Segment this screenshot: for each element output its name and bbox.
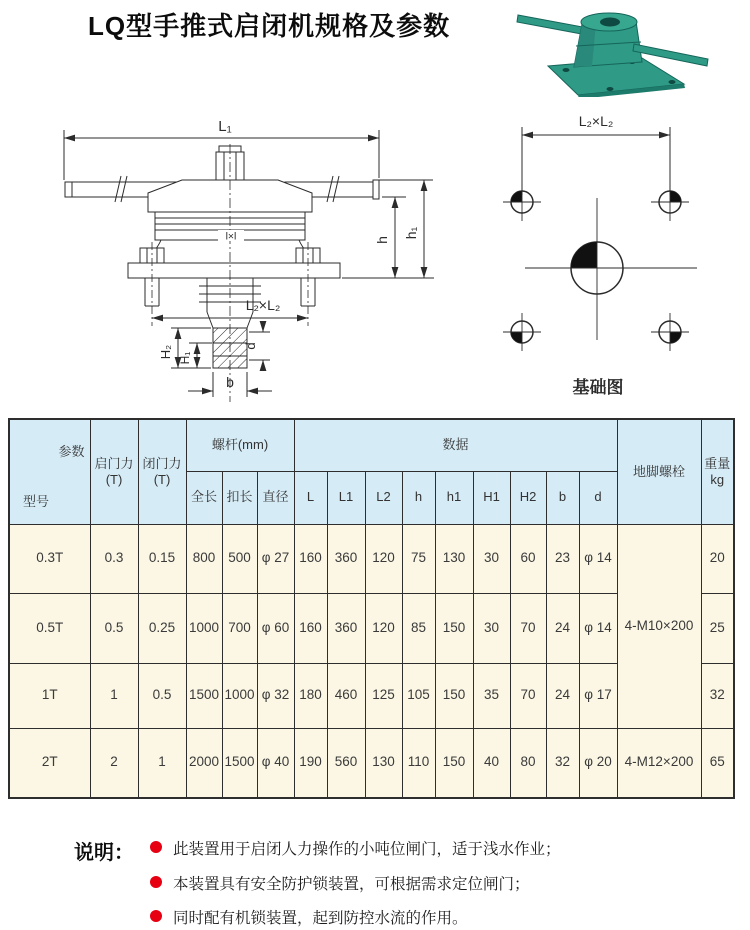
cell-model: 2T: [9, 728, 90, 798]
cell-close: 1: [138, 728, 186, 798]
cell-L1: 560: [327, 728, 365, 798]
col-header-h1: h1: [435, 471, 473, 524]
close-force-unit: (T): [153, 471, 171, 487]
col-header-L1: L1: [327, 471, 365, 524]
bullet-icon: [150, 876, 162, 888]
note-item: [150, 837, 561, 859]
col-header-L: L: [294, 471, 327, 524]
cell-d: φ 14: [579, 524, 617, 593]
machine-outline: [65, 146, 379, 368]
cell-L: 160: [294, 593, 327, 663]
notes-section: [0, 828, 750, 928]
note-text: 此装置用于启闭人力操作的小吨位闸门，适于浅水作业；: [173, 841, 561, 858]
cell-h: 85: [402, 593, 435, 663]
handle-rod-left: [517, 15, 588, 35]
cell-full-len: 1500: [186, 663, 222, 728]
cell-L1: 460: [327, 663, 365, 728]
bolt-hole: [669, 80, 676, 84]
notes-heading: 说明：: [74, 842, 134, 864]
body-label: l×l: [225, 230, 237, 243]
cell-H2: 60: [510, 524, 546, 593]
page-title: LQ型手推式启闭机规格及参数: [88, 11, 451, 41]
table-row: [9, 524, 734, 593]
corner-param-label: 参数: [58, 444, 85, 459]
cell-h: 105: [402, 663, 435, 728]
cell-L2: 120: [365, 524, 402, 593]
note-text: 同时配有机锁装置，起到防控水流的作用。: [173, 910, 468, 927]
cell-L: 160: [294, 524, 327, 593]
cell-H1: 30: [473, 593, 510, 663]
col-header-anchor-bolt: 地脚螺栓: [617, 419, 701, 524]
cell-full-len: 800: [186, 524, 222, 593]
cell-H1: 35: [473, 663, 510, 728]
cell-model: 0.5T: [9, 593, 90, 663]
cell-d: φ 20: [579, 728, 617, 798]
col-header-H2: H2: [510, 471, 546, 524]
cell-thread-len: 700: [222, 593, 257, 663]
cell-anchor-bolt: 4-M12×200: [617, 728, 701, 798]
group-header-data: 数据: [294, 419, 617, 471]
cell-open: 0.3: [90, 524, 138, 593]
screw-hole: [600, 18, 620, 27]
col-header-thread-length: 扣长: [222, 471, 257, 524]
col-header-full-length: 全长: [186, 471, 222, 524]
product-photo: [512, 2, 712, 97]
col-header-h: h: [402, 471, 435, 524]
foundation-caption: 基础图: [572, 378, 624, 397]
col-header-diameter: 直径: [257, 471, 294, 524]
cell-close: 0.5: [138, 663, 186, 728]
spec-table: [8, 418, 735, 799]
cell-close: 0.25: [138, 593, 186, 663]
cell-h1: 130: [435, 524, 473, 593]
note-item: [150, 906, 468, 928]
cell-weight: 25: [701, 593, 734, 663]
cell-b: 24: [546, 593, 579, 663]
bolt-hole: [607, 87, 614, 91]
cell-b: 24: [546, 663, 579, 728]
dim-label-b: b: [226, 374, 234, 390]
bullet-icon: [150, 910, 162, 922]
cell-L: 190: [294, 728, 327, 798]
table-row: [9, 728, 734, 798]
cell-open: 2: [90, 728, 138, 798]
cell-open: 0.5: [90, 593, 138, 663]
dim-label-h: h: [374, 236, 390, 244]
col-header-close-force: [138, 419, 186, 524]
cell-model: 1T: [9, 663, 90, 728]
note-text: 本装置具有安全防护锁装置，可根据需求定位闸门；: [173, 876, 530, 893]
cell-dia: φ 32: [257, 663, 294, 728]
cell-dia: φ 27: [257, 524, 294, 593]
corner-cell: [9, 419, 90, 524]
cell-dia: φ 40: [257, 728, 294, 798]
cell-full-len: 2000: [186, 728, 222, 798]
cell-full-len: 1000: [186, 593, 222, 663]
col-header-weight: [701, 419, 734, 524]
note-item: [150, 872, 530, 894]
col-header-b: b: [546, 471, 579, 524]
cell-L2: 130: [365, 728, 402, 798]
cell-L1: 360: [327, 593, 365, 663]
weight-unit: kg: [710, 471, 725, 487]
cell-H2: 80: [510, 728, 546, 798]
cell-h1: 150: [435, 663, 473, 728]
dim-label-H1: H₁: [178, 351, 192, 365]
dim-label-d: d: [243, 342, 258, 350]
cell-weight: 65: [701, 728, 734, 798]
col-header-H1: H1: [473, 471, 510, 524]
cell-model: 0.3T: [9, 524, 90, 593]
dim-label-h1: h₁: [403, 226, 419, 240]
cell-thread-len: 500: [222, 524, 257, 593]
close-force-name: 闭门力: [142, 455, 182, 471]
cell-H2: 70: [510, 593, 546, 663]
cell-h1: 150: [435, 593, 473, 663]
cell-b: 32: [546, 728, 579, 798]
foundation-dim: [522, 127, 670, 195]
cell-thread-len: 1500: [222, 728, 257, 798]
cell-weight: 32: [701, 663, 734, 728]
col-header-d: d: [579, 471, 617, 524]
dim-label-L2xL2: L₂×L₂: [245, 297, 281, 313]
dim-label-H2: H₂: [158, 344, 173, 360]
bullet-icon: [150, 841, 162, 853]
cell-h1: 150: [435, 728, 473, 798]
cell-h: 75: [402, 524, 435, 593]
cell-L2: 125: [365, 663, 402, 728]
anchor-bolt-holes: [503, 183, 697, 351]
cell-b: 23: [546, 524, 579, 593]
weight-name: 重量: [704, 455, 731, 471]
col-header-L2: L2: [365, 471, 402, 524]
cell-H1: 30: [473, 524, 510, 593]
corner-model-label: 型号: [23, 494, 50, 510]
foundation-drawing: [450, 100, 750, 410]
cell-L: 180: [294, 663, 327, 728]
cell-L1: 360: [327, 524, 365, 593]
cell-L2: 120: [365, 593, 402, 663]
open-force-unit: (T): [105, 471, 123, 487]
col-header-open-force: [90, 419, 138, 524]
cell-close: 0.15: [138, 524, 186, 593]
dim-label-L2xL2: L₂×L₂: [578, 113, 614, 129]
cell-weight: 20: [701, 524, 734, 593]
bolt-hole: [563, 68, 570, 72]
cell-anchor-bolt: 4-M10×200: [617, 524, 701, 728]
cell-H1: 40: [473, 728, 510, 798]
cell-dia: φ 60: [257, 593, 294, 663]
cell-d: φ 17: [579, 663, 617, 728]
cell-H2: 70: [510, 663, 546, 728]
cell-d: φ 14: [579, 593, 617, 663]
cell-thread-len: 1000: [222, 663, 257, 728]
dim-label-L1: L₁: [218, 118, 232, 135]
cell-open: 1: [90, 663, 138, 728]
group-header-screw: 螺杆(mm): [186, 419, 294, 471]
open-force-name: 启门力: [94, 455, 134, 471]
cell-h: 110: [402, 728, 435, 798]
elevation-drawing: [30, 100, 450, 410]
